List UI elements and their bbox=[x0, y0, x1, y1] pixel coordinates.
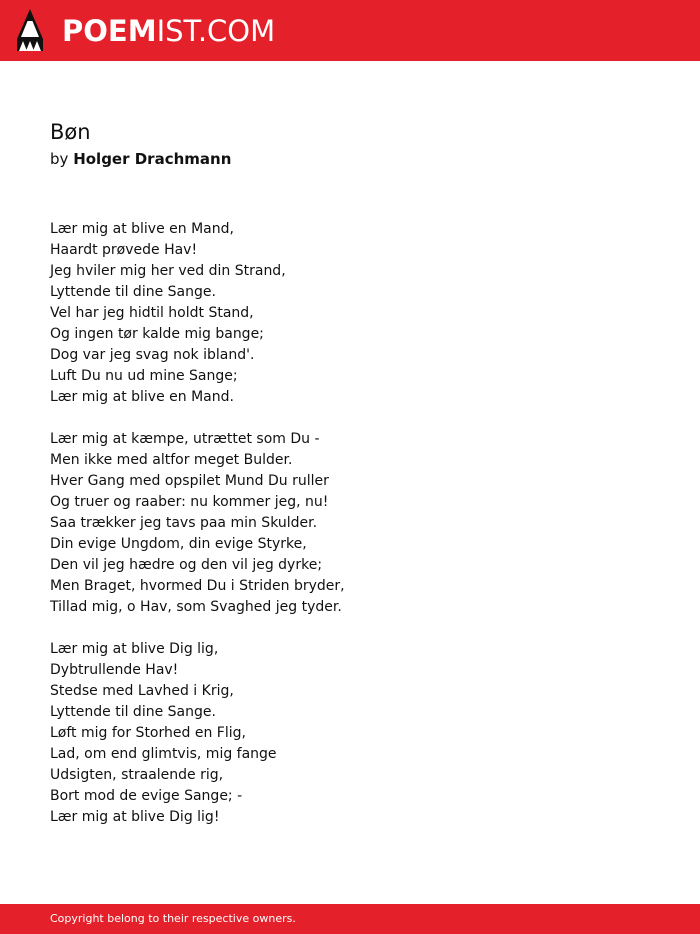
brand-bold: POEM bbox=[62, 14, 157, 48]
copyright-text: Copyright belong to their respective owners. bbox=[50, 912, 296, 925]
poem-line: Løft mig for Storhed en Flig, bbox=[50, 725, 246, 741]
poem-author: Holger Drachmann bbox=[73, 150, 232, 168]
poem-line: Lyttende til dine Sange. bbox=[50, 704, 216, 720]
poem-line: Stedse med Lavhed i Krig, bbox=[50, 683, 234, 699]
poem-line: Vel har jeg hidtil holdt Stand, bbox=[50, 305, 254, 321]
poem-line: Lær mig at blive en Mand. bbox=[50, 389, 234, 405]
pencil-icon[interactable] bbox=[17, 9, 43, 51]
poem-line: Hver Gang med opspilet Mund Du ruller bbox=[50, 473, 329, 489]
poem-line: Saa trækker jeg tavs paa min Skulder. bbox=[50, 515, 318, 531]
poem-title: Bøn bbox=[50, 120, 91, 144]
poem-line: Lær mig at blive en Mand, bbox=[50, 221, 234, 237]
poem-line: Dybtrullende Hav! bbox=[50, 662, 179, 678]
poem-line: Din evige Ungdom, din evige Styrke, bbox=[50, 536, 307, 552]
by-label: by bbox=[50, 150, 69, 168]
poem-line: Og truer og raaber: nu kommer jeg, nu! bbox=[50, 494, 329, 510]
poem-byline bbox=[50, 149, 231, 169]
site-footer bbox=[0, 904, 700, 934]
poem-line: Jeg hviler mig her ved din Strand, bbox=[50, 263, 286, 279]
poem-line: Luft Du nu ud mine Sange; bbox=[50, 368, 238, 384]
poem-line: Dog var jeg svag nok ibland'. bbox=[50, 347, 255, 363]
poem-line: Udsigten, straalende rig, bbox=[50, 767, 224, 783]
stanza-3 bbox=[50, 639, 670, 828]
poem-line: Lær mig at blive Dig lig, bbox=[50, 641, 219, 657]
poem-body bbox=[50, 219, 670, 849]
poem-line: Bort mod de evige Sange; - bbox=[50, 788, 243, 804]
poem-line: Haardt prøvede Hav! bbox=[50, 242, 198, 258]
stanza-1 bbox=[50, 219, 670, 408]
site-header bbox=[0, 0, 700, 61]
poem-line: Men ikke med altfor meget Bulder. bbox=[50, 452, 293, 468]
poem-line: Lyttende til dine Sange. bbox=[50, 284, 216, 300]
poem-line: Lad, om end glimtvis, mig fange bbox=[50, 746, 277, 762]
brand-light: IST.COM bbox=[156, 14, 276, 48]
stanza-2 bbox=[50, 429, 670, 618]
poem-line: Men Braget, hvormed Du i Striden bryder, bbox=[50, 578, 345, 594]
poem-line: Og ingen tør kalde mig bange; bbox=[50, 326, 264, 342]
site-logo-link[interactable] bbox=[62, 11, 275, 51]
poem-line: Lær mig at kæmpe, utrættet som Du - bbox=[50, 431, 320, 447]
poem-line: Den vil jeg hædre og den vil jeg dyrke; bbox=[50, 557, 323, 573]
poem-line: Tillad mig, o Hav, som Svaghed jeg tyder. bbox=[50, 599, 342, 615]
poem-line: Lær mig at blive Dig lig! bbox=[50, 809, 220, 825]
